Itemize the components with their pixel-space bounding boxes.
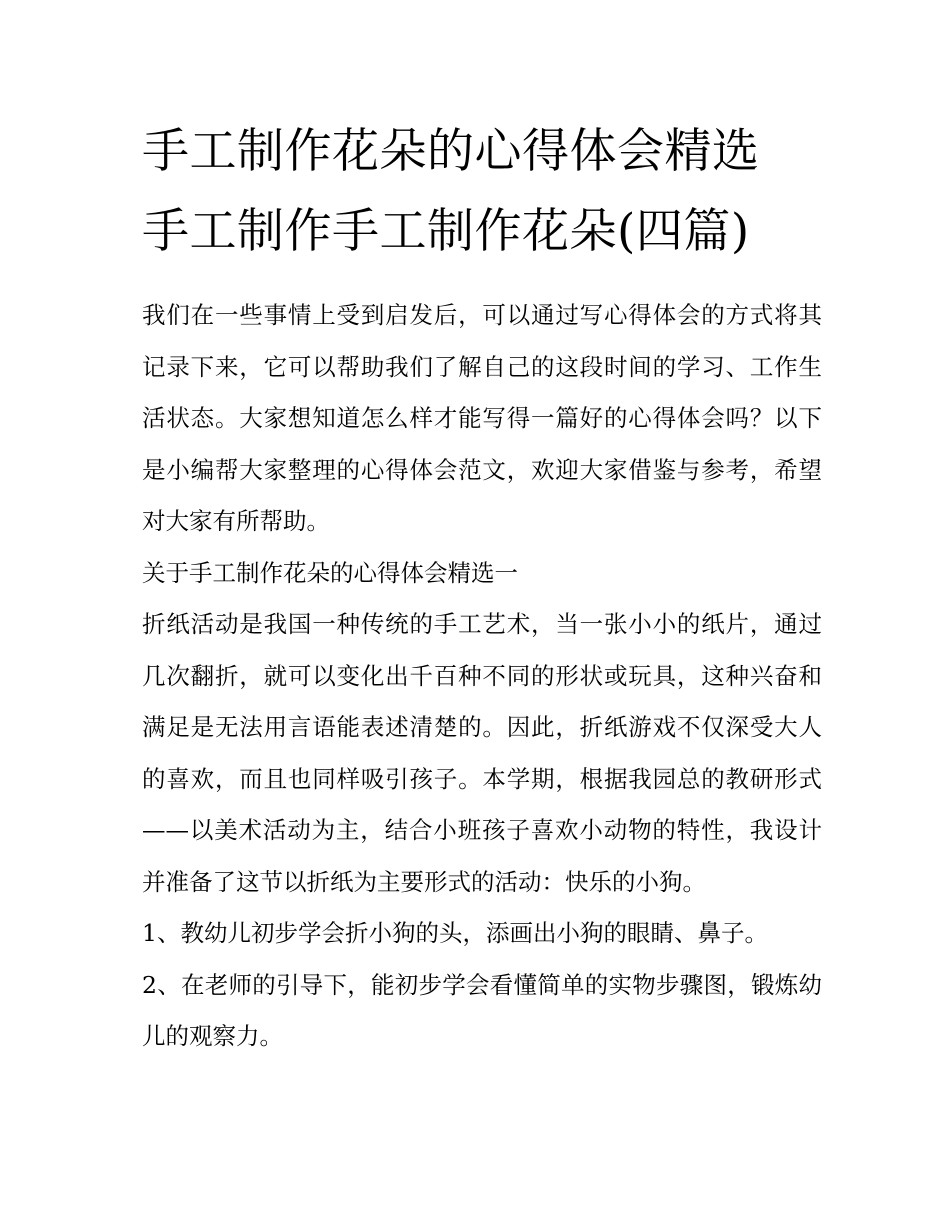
title-line-2: 手工制作手工制作花朵(四篇) bbox=[142, 204, 750, 259]
document-title bbox=[142, 112, 822, 272]
list-item-1: 1、教幼儿初步学会折小狗的头，添画出小狗的眼睛、鼻子。 bbox=[142, 919, 768, 947]
title-line-1: 手工制作花朵的心得体会精选 bbox=[142, 124, 760, 179]
body-paragraph: 折纸活动是我国一种传统的手工艺术，当一张小小的纸片，通过几次翻折，就可以变化出千百种不同的形状或玩具，这种兴奋和满足是无法用言语能表述清楚的。因此，折纸游戏不仅深受大人的喜欢，而且也同样吸引孩子。本学期，根据我园总的教研形式——以美术活动为主，结合小班孩子喜欢小动物的特性，我设计并准备了这节以折纸为主要形式的活动：快乐的小狗。 bbox=[142, 610, 822, 896]
intro-paragraph: 我们在一些事情上受到启发后，可以通过写心得体会的方式将其记录下来，它可以帮助我们了解自己的这段时间的学习、工作生活状态。大家想知道怎么样才能写得一篇好的心得体会吗？以下是小编帮大家整理的心得体会范文，欢迎大家借鉴与参考，希望对大家有所帮助。 bbox=[142, 301, 822, 535]
list-item-2: 2、在老师的引导下，能初步学会看懂简单的实物步骤图，锻炼幼儿的观察力。 bbox=[142, 970, 822, 1050]
section-heading: 关于手工制作花朵的心得体会精选一 bbox=[142, 558, 518, 587]
document-content bbox=[142, 112, 822, 1063]
